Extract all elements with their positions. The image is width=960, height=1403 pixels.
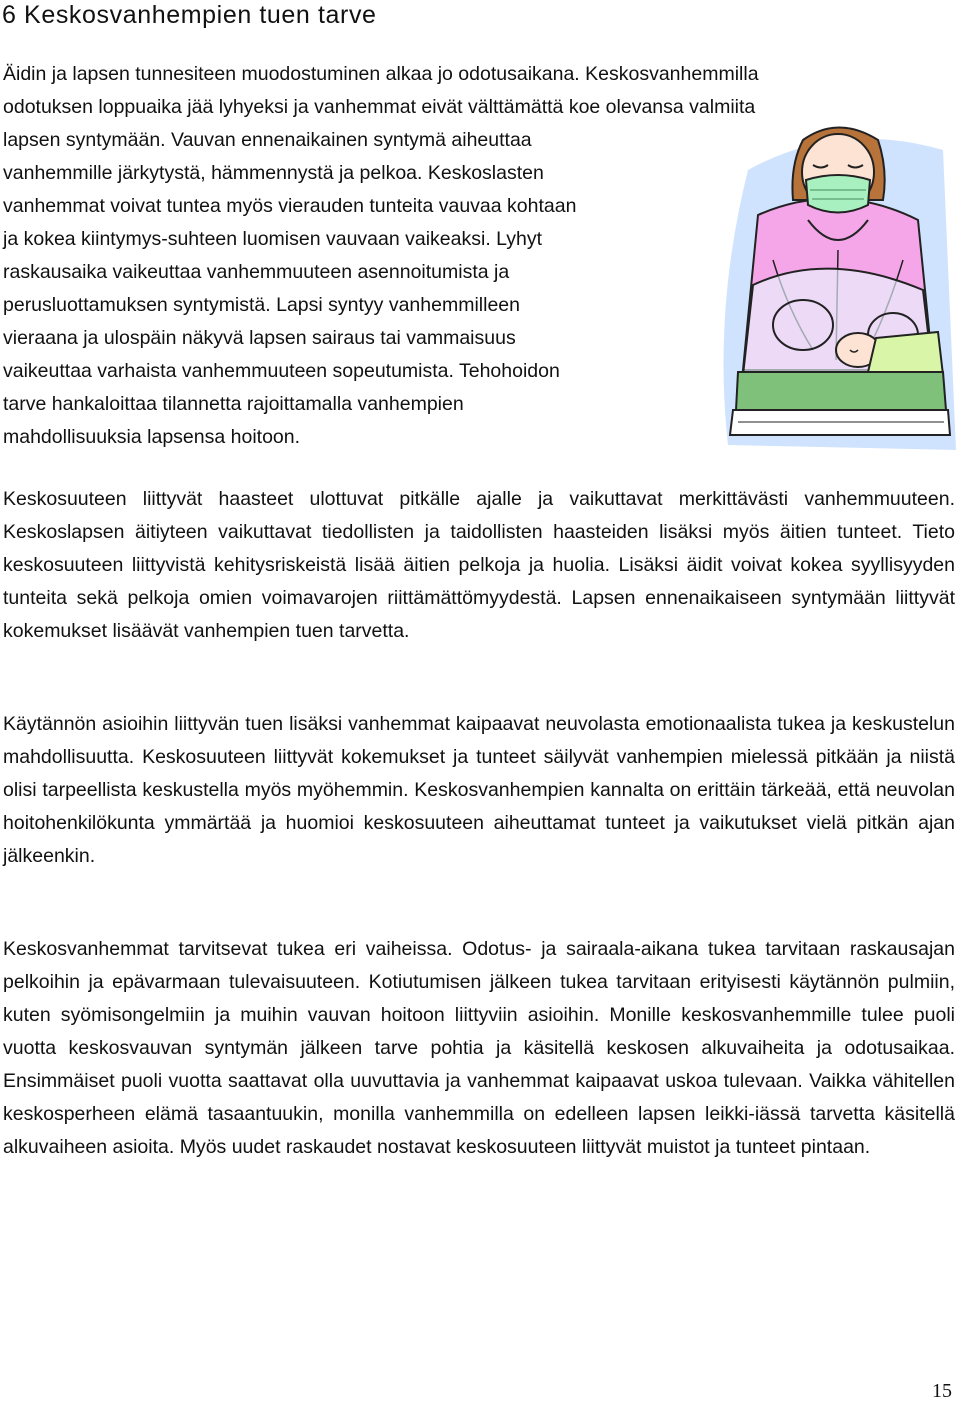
- paragraph-1-line: raskausaika vaikeuttaa vanhemmuuteen asennoitumista ja: [3, 261, 510, 283]
- paragraph-3: Käytännön asioihin liittyvän tuen lisäksi vanhemmat kaipaavat neuvolasta emotionaalista tukea ja keskustelun mahdollisuutta. Keskosuuteen liittyvät kokemukset ja tunteet säilyvät vanhempien mielessä pitkään ja niistä olisi tarpeellista keskustella myös myöhemmin. Keskosvanhempien kannalta on erittäin tärkeää, että neuvolan hoitohenkilökunta ymmärtää ja huomioi keskosuuteen aiheuttamat tunteet ja vaikutukset vielä pitkän ajan jälkeenkin.: [3, 713, 955, 867]
- paragraph-1-line: perusluottamuksen syntymistä. Lapsi syntyy vanhemmilleen: [3, 294, 520, 316]
- paragraph-1-line: vieraana ja ulospäin näkyvä lapsen sairaus tai vammaisuus: [3, 327, 516, 349]
- mattress-shape: [736, 372, 946, 410]
- paragraph-1-line: vaikeuttaa varhaista vanhemmuuteen sopeutumista. Tehohoidon: [3, 360, 560, 382]
- paragraph-1-line: lapsen syntymään. Vauvan ennenaikainen syntymä aiheuttaa: [3, 129, 532, 151]
- paragraph-1-line: ja kokea kiintymys-suhteen luomisen vauvaan vaikeaksi. Lyhyt: [3, 228, 543, 250]
- paragraph-4: Keskosvanhemmat tarvitsevat tukea eri vaiheissa. Odotus- ja sairaala-aikana tukea tarvitaan raskausajan pelkoihin ja epävarmaan tulevaisuuteen. Kotiutumisen jälkeen tukea tarvitaan erityisesti käytännön pulmiin, kuten syömisongelmiin ja muihin vauvan hoitoon liittyviin asioihin. Monille keskosvanhemmille tulee puoli vuotta keskosvauvan syntymän jälkeen tarve pohtia ja käsitellä keskosen alkuvaiheita ja odotusaikaa. Ensimmäiset puoli vuotta saattavat olla uuvuttavia ja vanhemmat kaipaavat uskoa tulevaan. Vaikka vähitellen keskosperheen elämä tasaantuukin, monilla vanhemmilla on edelleen lapsen leikki-iässä tarvetta käsitellä alkuvaiheen asioita. Myös uudet raskaudet nostavat keskosuuteen liittyvät muistot ja tunteet pintaan.: [3, 938, 955, 1158]
- paragraph-1-line: vanhemmille järkytystä, hämmennystä ja pelkoa. Keskoslasten: [3, 162, 544, 184]
- paragraph-1-line: mahdollisuuksia lapsensa hoitoon.: [3, 426, 301, 448]
- mask-shape: [806, 175, 870, 213]
- paragraph-1-line: Äidin ja lapsen tunnesiteen muodostuminen alkaa jo odotusaikana. Keskosvanhemmilla: [3, 63, 759, 85]
- nurse-with-incubator-illustration: [718, 110, 956, 450]
- paragraph-1-line: tarve hankaloittaa tilannetta rajoittamalla vanhempien: [3, 393, 464, 415]
- section-heading: 6 Keskosvanhempien tuen tarve: [2, 1, 377, 29]
- paragraph-1-line: odotuksen loppuaika jää lyhyeksi ja vanhemmat eivät välttämättä koe olevansa valmiita: [3, 96, 756, 118]
- paragraph-2: Keskosuuteen liittyvät haasteet ulottuvat pitkälle ajalle ja vaikuttavat merkittävästi vanhemmuuteen. Keskoslapsen äitiyteen vaikuttavat tiedollisten ja taidollisten haasteiden lisäksi myös äitien tunteet. Tieto keskosuuteen liittyvistä kehitysriskeistä lisää äitien pelkoja ja huolia. Lisäksi äidit voivat kokea syyllisyyden tunteita sekä pelkoja omien voimavarojen riittämättömyydestä. Lapsen ennenaikaiseen syntymään liittyvät kokemukset lisäävät vanhempien tuen tarvetta.: [3, 488, 955, 642]
- paragraph-1-line: vanhemmat voivat tuntea myös vierauden tunteita vauvaa kohtaan: [3, 195, 577, 217]
- page-number: 15: [932, 1380, 952, 1402]
- blanket-shape: [868, 332, 943, 375]
